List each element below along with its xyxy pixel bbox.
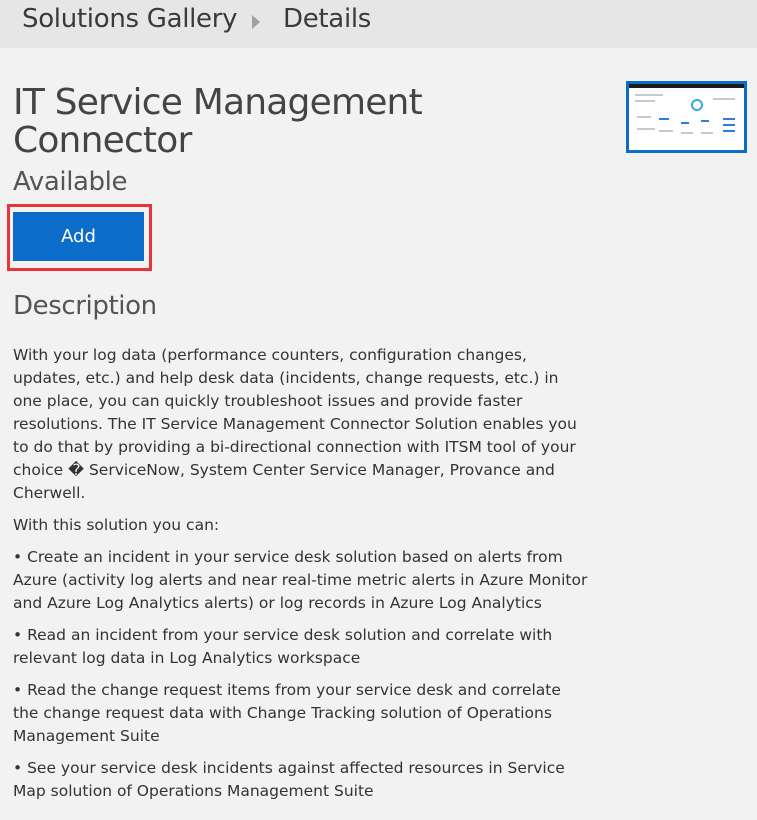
description-heading: Description — [13, 291, 157, 321]
thumbnail-detail — [681, 132, 693, 134]
thumbnail-detail — [681, 122, 689, 124]
description-bullet: • Read the change request items from your service desk and correlate the change request data with Change Tracking solution of Operations Management Suite — [13, 681, 561, 745]
thumbnail-detail — [635, 94, 663, 96]
thumbnail-detail — [659, 130, 673, 132]
solution-screenshot-thumbnail[interactable] — [626, 81, 747, 153]
description-bullet: • See your service desk incidents against affected resources in Service Map solution of Operations Management Suite — [13, 759, 565, 800]
thumbnail-detail — [701, 120, 709, 122]
thumbnail-detail — [701, 132, 713, 134]
thumbnail-detail — [659, 118, 669, 120]
thumbnail-detail — [637, 116, 651, 118]
thumbnail-detail — [713, 98, 735, 100]
thumbnail-detail — [723, 124, 735, 126]
add-button[interactable]: Add — [13, 212, 144, 261]
breadcrumb-solutions-gallery[interactable]: Solutions Gallery — [22, 4, 238, 34]
thumbnail-detail — [723, 130, 735, 132]
description-intro: With your log data (performance counters, configuration changes, updates, etc.) and help desk data (incidents, change requests, etc.) in one place, you can quickly troubleshoot issues and provide faster resolutions. The IT Service Management Connector Solution enables you to do that by providing a bi-directional connection with ITSM tool of your choice � ServiceNow, System Center Service Manager, Provance and Cherwell. — [13, 346, 577, 502]
thumbnail-topbar — [629, 84, 744, 88]
description-bullet: • Read an incident from your service desk solution and correlate with relevant log data in Log Analytics workspace — [13, 626, 553, 667]
description-bullet: • Create an incident in your service desk solution based on alerts from Azure (activity log alerts and near real-time metric alerts in Azure Monitor and Azure Log Analytics alerts) or log records in Azure Log Analytics — [13, 548, 588, 612]
breadcrumb-bar — [0, 0, 757, 48]
thumbnail-donut-icon — [691, 99, 703, 111]
thumbnail-detail — [637, 128, 655, 130]
description-body — [13, 344, 588, 812]
thumbnail-detail — [723, 118, 735, 120]
thumbnail-detail — [635, 100, 655, 102]
solution-title: IT Service Management Connector — [13, 82, 422, 161]
breadcrumb-separator-icon — [252, 15, 260, 29]
solution-status: Available — [13, 167, 128, 197]
description-lead-in: With this solution you can: — [13, 516, 220, 534]
breadcrumb-details: Details — [283, 4, 372, 34]
